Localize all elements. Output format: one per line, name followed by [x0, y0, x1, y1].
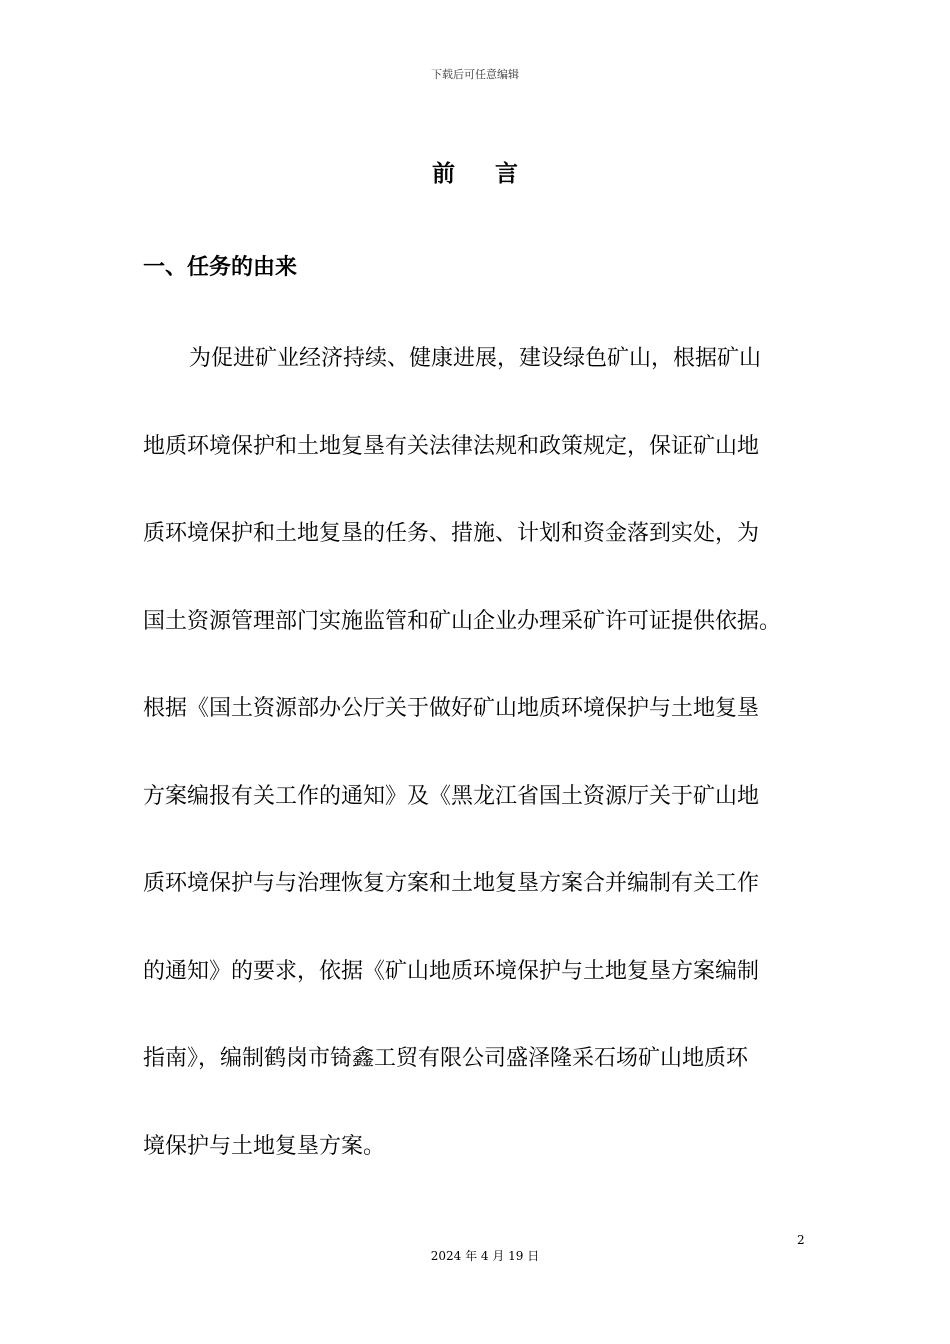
- paragraph-line: 方案编报有关工作的通知》及《黑龙江省国土资源厅关于矿山地: [143, 783, 760, 809]
- section-heading: 一、任务的由来: [143, 255, 298, 280]
- footer-date: 2024 年 4 月 19 日: [430, 1249, 540, 1263]
- paragraph-line: 地质环境保护和土地复垦有关法律法规和政策规定，保证矿山地: [143, 433, 760, 459]
- paragraph-line: 的通知》的要求，依据《矿山地质环境保护与土地复垦方案编制: [143, 958, 760, 984]
- paragraph-line: 国土资源管理部门实施监管和矿山企业办理采矿许可证提供依据。: [143, 608, 782, 634]
- paragraph-line: 质环境保护和土地复垦的任务、措施、计划和资金落到实处，为: [143, 521, 760, 546]
- paragraph-line: 根据《国土资源部办公厅关于做好矿山地质环境保护与土地复垦: [143, 696, 760, 721]
- paragraph-line: 境保护与土地复垦方案。: [143, 1133, 386, 1159]
- page-number: 2: [797, 1233, 805, 1247]
- paragraph-line: 质环境保护与与治理恢复方案和土地复垦方案合并编制有关工作: [143, 871, 760, 896]
- header-note: 下载后可任意编辑: [431, 68, 519, 81]
- paragraph-line: 为促进矿业经济持续、健康进展，建设绿色矿山，根据矿山: [189, 346, 762, 371]
- body-paragraph: [143, 331, 823, 1206]
- page-title: 前 言: [431, 161, 534, 187]
- paragraph-line: 指南》，编制鹤岗市锜鑫工贸有限公司盛泽隆采石场矿山地质环: [143, 1046, 749, 1071]
